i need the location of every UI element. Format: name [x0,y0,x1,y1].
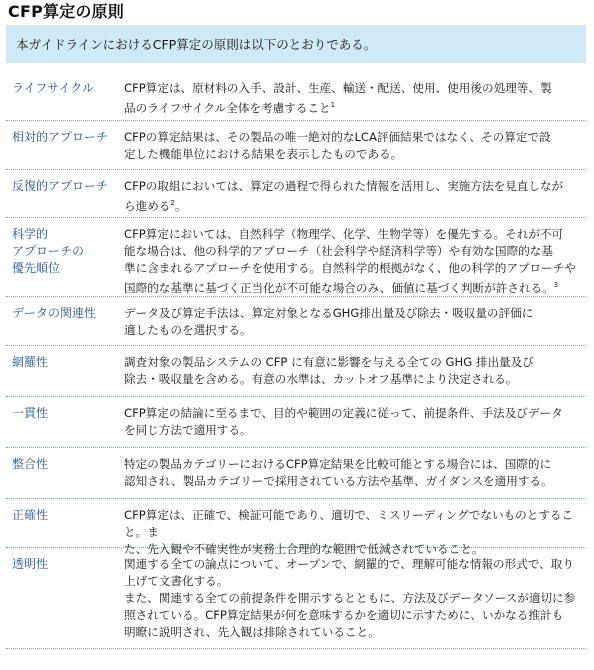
principle-body: データ及び算定手法は、算定対象となるGHG排出量及び除去・吸収量の評価に 適したものを選択する。 [124,306,534,337]
page-title: CFP算定の原則 [8,2,124,21]
principle-label: 整合性 [12,457,49,471]
principle-body: CFP算定は、正確で、検証可能であり、適切で、ミスリーディングでないものとすること。ま た、先入観や不確実性が実務上合理的な範囲で低減されていること。 [124,508,574,556]
principles-table [6,72,586,649]
footnote-marker: 2 [170,199,175,207]
principle-body: 調査対象の製品システムの CFP に有意に影響を与える全ての GHG 排出量及び 除去・吸収量を含める。有意の水準は、カットオフ基準により決定される。 [124,355,534,386]
principle-label: データの関連性 [12,306,97,320]
principle-body: CFP算定の結論に至るまで、目的や範囲の定義に従って、前提条件、手法及びデータ を同じ方法で適用する。 [124,406,563,437]
principle-label: 透明性 [12,557,49,571]
principle-row [6,170,586,218]
principle-text [124,354,582,388]
principle-row [6,548,586,649]
principle-text [124,305,582,339]
principle-text-end: 。 [174,198,187,213]
intro-banner [6,25,586,63]
principle-text [124,226,582,297]
principle-body: CFPの算定結果は、その製品の唯一絶対的なLCA評価結果ではなく、その算定で設 定した機能単位における結果を表示したものである。 [124,130,551,161]
principle-row [6,499,586,556]
principle-row [6,72,586,121]
principle-label: 網羅性 [12,355,49,369]
principle-label: 科学的 アプローチの 優先順位 [12,227,85,275]
principle-row [6,346,586,397]
principle-row [6,121,586,170]
principle-label: 反復的アプローチ [12,179,109,193]
principle-text [124,405,582,439]
principle-row [6,297,586,346]
footnote-marker: 1 [330,101,336,109]
principle-label: 一貫性 [12,406,49,420]
principle-body: CFPの取組においては、算定の過程で得られた情報を活用し、実施方法を見直しなが ら進める [124,179,564,213]
principle-label: 相対的アプローチ [12,130,109,144]
principle-text [124,556,582,641]
principle-text [124,129,582,163]
principle-label: 正確性 [12,508,49,522]
principle-row [6,218,586,297]
intro-text: 本ガイドラインにおけるCFP算定の原則は以下のとおりである。 [16,37,377,52]
principle-body: 関連する全ての論点について、オープンで、網羅的で、理解可能な情報の形式で、取り 上げて文書化する。 また、関連する全ての前提条件を開示するとともに、方法及びデータソースが適切に参 照されている。CFP算定結果が何を意味するかを適切に示すために、いかなる推計も 明瞭に説明され、先入観は排除されていること。 [124,557,576,639]
principle-row [6,397,586,448]
principle-body: CFP算定においては、自然科学（物理学、化学、生物学等）を優先する。それが不可 能な場合は、他の科学的アプローチ（社会科学や経済科学等）や有効な国際的な基 準に含まれるアプローチを使用する。自然科学的根拠がなく、他の科学的アプローチや 国際的な基準に基づく正当化が不可能な場合のみ、価値に基づく判断が許される。 [124,227,576,295]
principle-text [124,80,582,117]
footnote-marker: 3 [553,281,559,289]
principle-text [124,178,582,215]
principle-text [124,456,582,490]
principle-body: 特定の製品カテゴリーにおけるCFP算定結果を比較可能とする場合には、国際的に 認知され、製品カテゴリーで採用されている方法や基準、ガイダンスを適用する。 [124,457,553,488]
principle-label: ライフサイクル [12,81,94,95]
principle-body: CFP算定は、原材料の入手、設計、生産、輸送・配送、使用、使用後の処理等、製 品のライフサイクル全体を考慮すること [124,81,552,115]
principle-row [6,448,586,499]
